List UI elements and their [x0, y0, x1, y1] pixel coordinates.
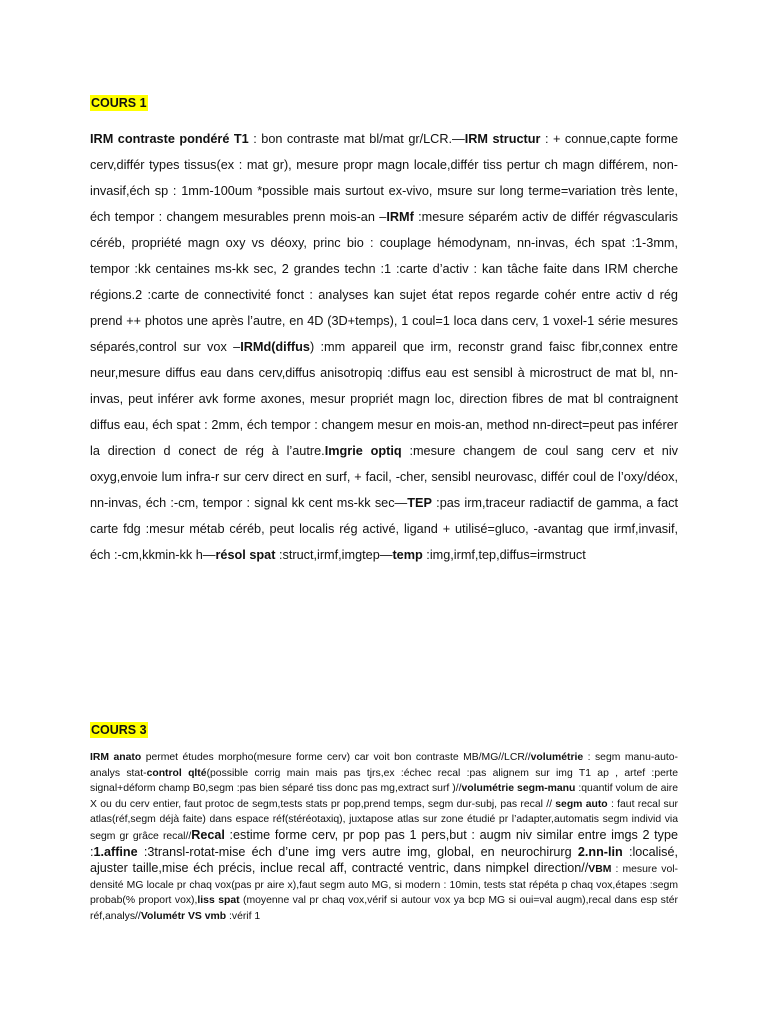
- text-segment: :mesure séparém activ de différ régvascularis céréb, propriété magn oxy vs déoxy, princ bio : couplage hémodynam, nn-invas, éch spat :1-3mm, tempor :kk centaines ms-kk sec, 2 grandes techn :1 :carte d’activ : kan tâche faite dans IRM cherche régions.2 :carte de connectivité fonct : analyses kan sujet état repos regarde cohér entre activ d rég prend ++ photos une après l’autre, en 4D (3D+temps), 1 coul=1 loca dans cerv, 1 voxel-1 série mesures séparés,control sur vox –: [90, 210, 678, 354]
- text-segment: : faut recal sur atlas(réf,segm déjà faite) dans espace réf(stéréotaxiq), juxtapose atlas sur zone étudié pr l’adapter,automatis segm individ via segm gr grâce recal//: [90, 798, 678, 842]
- term-control-qlte: control qlté: [146, 767, 207, 779]
- term-resol-spat: résol spat: [215, 548, 276, 562]
- term-tep: TEP: [407, 496, 432, 510]
- cours3-heading: COURS 3: [91, 723, 147, 737]
- term-affine: 1.affine: [93, 844, 138, 859]
- text-segment: (moyenne val pr chaq vox,vérif si autour vox ya bcp MG si oui=val augm),recal dans esp stér réf,analys//: [90, 895, 678, 922]
- term-volumetr-vs-vmb: Volumétr VS vmb: [140, 910, 227, 922]
- term-irmd: IRMd(diffus: [240, 340, 310, 354]
- term-irm-t1: IRM contraste pondéré T1: [90, 132, 249, 146]
- text-segment: permet études morpho(mesure forme cerv) car voit bon contraste MB/MG//LCR//: [141, 752, 531, 763]
- term-volumetrie: volumétrie: [530, 752, 584, 763]
- term-irm-anato: IRM anato: [90, 752, 142, 763]
- term-irmf: IRMf: [386, 210, 414, 224]
- text-segment: :pas irm,traceur radiactif de gamma, a fact carte fdg :mesur métab céréb, peut localis rég activé, ligand + utilisé=gluco, -avantag que irmf,invasif, éch :-cm,kkmin-kk h—: [90, 496, 679, 562]
- cours1-heading: COURS 1: [91, 96, 147, 110]
- cours1-paragraph: [90, 126, 678, 568]
- text-segment: : mesure vol-densité MG locale pr chaq vox(pas pr aire x),faut segm auto MG, si modern : 10min, tests stat répéta p chaq vox,étapes :segm probab(% proport vox),: [90, 864, 678, 907]
- text-segment: :vérif 1: [226, 910, 261, 922]
- text-segment: (possible corrig main mais pas tjrs,ex :échec recal :pas alignem sur img T1 ap , artef :perte signal+déform champ B0,segm :pas bien séparé tiss donc pas mg,extract surf )//: [90, 767, 679, 795]
- term-recal: Recal: [191, 827, 225, 842]
- term-nn-lin: 2.nn-lin: [577, 844, 623, 859]
- cours3-paragraph: [90, 750, 678, 925]
- term-vbm: VBM: [588, 864, 612, 876]
- text-segment: : bon contraste mat bl/mat gr/LCR.—: [248, 132, 465, 146]
- text-segment: :3transl-rotat-mise éch d’une img vers autre img, global, en neurochirurg: [137, 844, 578, 859]
- text-segment: :struct,irmf,imgtep—: [275, 548, 393, 562]
- text-segment: :localisé, ajuster taille,mise éch précis, inclue recal aff, contracté ventric, dans nimpkel direction//: [90, 844, 678, 876]
- text-segment: : + connue,capte forme cerv,différ types tissus(ex : mat gr), mesure propr magn locale,différ tiss pertur ch magn différem, non-invasif,éch sp : 1mm-100um *possible mais surtout ex-vivo, msure sur long terme=variation très lente, éch tempor : changem mesurables prenn mois-an –: [90, 132, 678, 224]
- term-liss-spat: liss spat: [197, 895, 240, 907]
- term-irm-structur: IRM structur: [464, 132, 541, 146]
- term-volumetrie-segm-manu: volumétrie segm-manu: [461, 783, 576, 795]
- text-segment: : segm manu-auto-analys stat-: [90, 752, 678, 779]
- text-segment: :estime forme cerv, pr pop pas 1 pers,but : augm niv similar entre imgs 2 type :: [90, 827, 678, 859]
- term-imagerie-optique: Imgrie optiq: [324, 444, 402, 458]
- term-temp: temp: [392, 548, 423, 562]
- term-segm-auto: segm auto: [555, 798, 608, 810]
- text-segment: :mesure changem de coul sang cerv et niv oxyg,envoie lum infra-r sur cerv direct en surf, + facil, -cher, sensibl neurovasc, différ coul de l’oxy/déox, nn-invas, éch :-cm, tempor : signal kk cent ms-kk sec—: [90, 444, 678, 510]
- text-segment: :img,irmf,tep,diffus=irmstruct: [422, 548, 586, 562]
- text-segment: :quantif volum de aire X ou du cerv entier, faut protoc de segm,tests stats pr pop,prend temps, segm dur-subj, pas recal //: [90, 783, 679, 810]
- text-segment: ) :mm appareil que irm, reconstr grand faisc fibr,connex entre neur,mesure diffus eau dans cerv,diffus anisotropiq :diffus eau est sensibl à microstruct de mat bl, nn-invas, peut inférer avk forme axones, mesur propriét magn loc, direction fibres de mat bl contraignent diffus eau, éch spat : 2mm, éch tempor : changem mesur en mois-an, method nn-direct=peut pas inférer la direction d conect de rég à l’autre.: [90, 340, 678, 458]
